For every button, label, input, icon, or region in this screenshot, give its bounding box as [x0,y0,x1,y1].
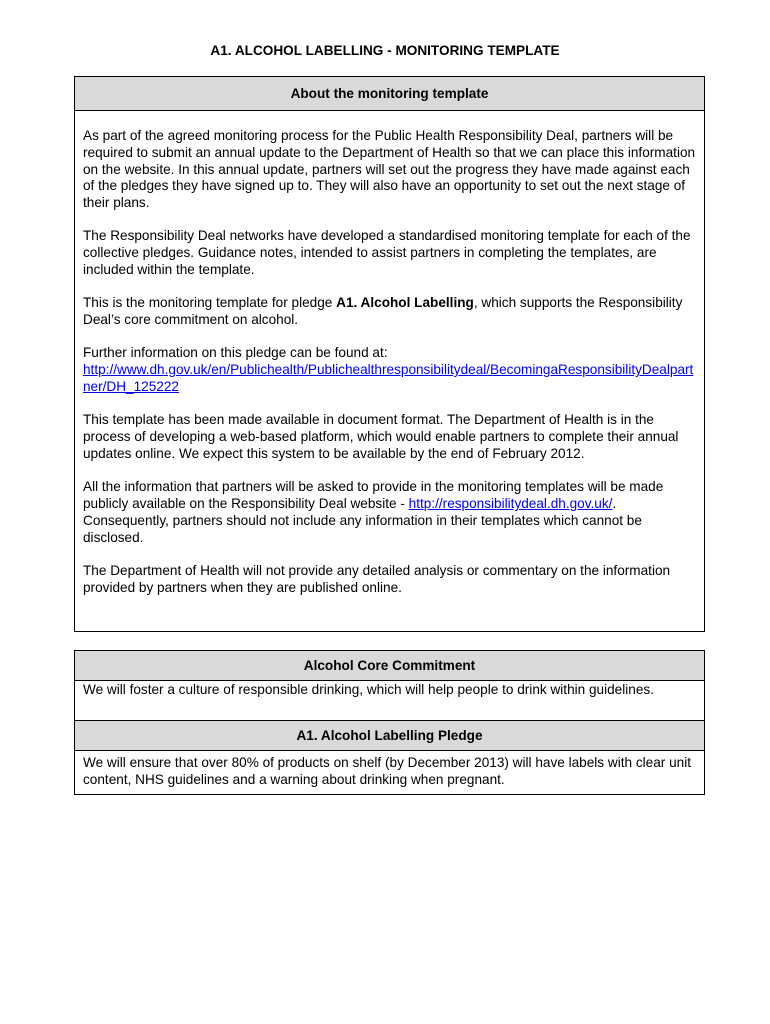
pledge-name-bold: A1. Alcohol Labelling [336,295,474,311]
responsibility-deal-website-link[interactable]: http://responsibilitydeal.dh.gov.uk/ [408,496,613,512]
page-title: A1. ALCOHOL LABELLING - MONITORING TEMPLATE [210,43,560,58]
about-paragraph-1: As part of the agreed monitoring process for the Public Health Responsibility Deal, partners will be required to submit an annual update to the Department of Health so that we can place this information on the website. In this annual update, partners will set out the progress they have made against each of the pledges they have signed up to. They will also have an opportunity to set out the next stage of their plans. [83,128,696,211]
about-body [75,111,704,597]
paragraph-3-text-end: , which supports the Responsibility Deal’s core commitment on alcohol. [83,295,683,328]
pledge-text: We will ensure that over 80% of products on shelf (by December 2013) will have labels with clear unit content, NHS guidelines and a warning about drinking when pregnant. [83,755,691,787]
about-section [74,76,705,632]
about-paragraph-5: This template has been made available in document format. The Department of Health is in the process of developing a web-based platform, which would enable partners to complete their annual updates online. We expect this system to be available by the end of February 2012. [83,412,679,461]
commitment-text: We will foster a culture of responsible drinking, which will help people to drink within guidelines. [83,682,654,697]
about-paragraph-6 [83,479,696,546]
paragraph-6-text-end: . Consequently, partners should not include any information in their templates which cannot be disclosed. [83,496,642,545]
about-header: About the monitoring template [75,77,704,111]
about-paragraph-7: The Department of Health will not provide any detailed analysis or commentary on the information provided by partners when they are published online. [83,562,671,595]
about-paragraph-4 [83,345,696,395]
pledge-header: A1. Alcohol Labelling Pledge [75,721,704,751]
pledge-body [75,751,704,789]
paragraph-3-text-start: This is the monitoring template for pledge [83,295,337,311]
commitment-body [75,681,704,721]
further-info-label: Further information on this pledge can be found at: [83,345,388,361]
commitment-header: Alcohol Core Commitment [75,651,704,681]
paragraph-6-text-start: All the information that partners will be asked to provide in the monitoring templates will be made publicly available on the Responsibility Deal website - [83,479,664,512]
about-paragraph-3 [83,295,696,329]
pledge-info-link[interactable]: http://www.dh.gov.uk/en/Publichealth/Publichealthresponsibilitydeal/BecomingaResponsibilityDealpartner/DH_125222 [83,362,694,395]
about-paragraph-2: The Responsibility Deal networks have developed a standardised monitoring template for each of the collective pledges. Guidance notes, intended to assist partners in completing the templates, are included within the template. [83,228,691,278]
commitment-pledge-table [74,650,705,795]
